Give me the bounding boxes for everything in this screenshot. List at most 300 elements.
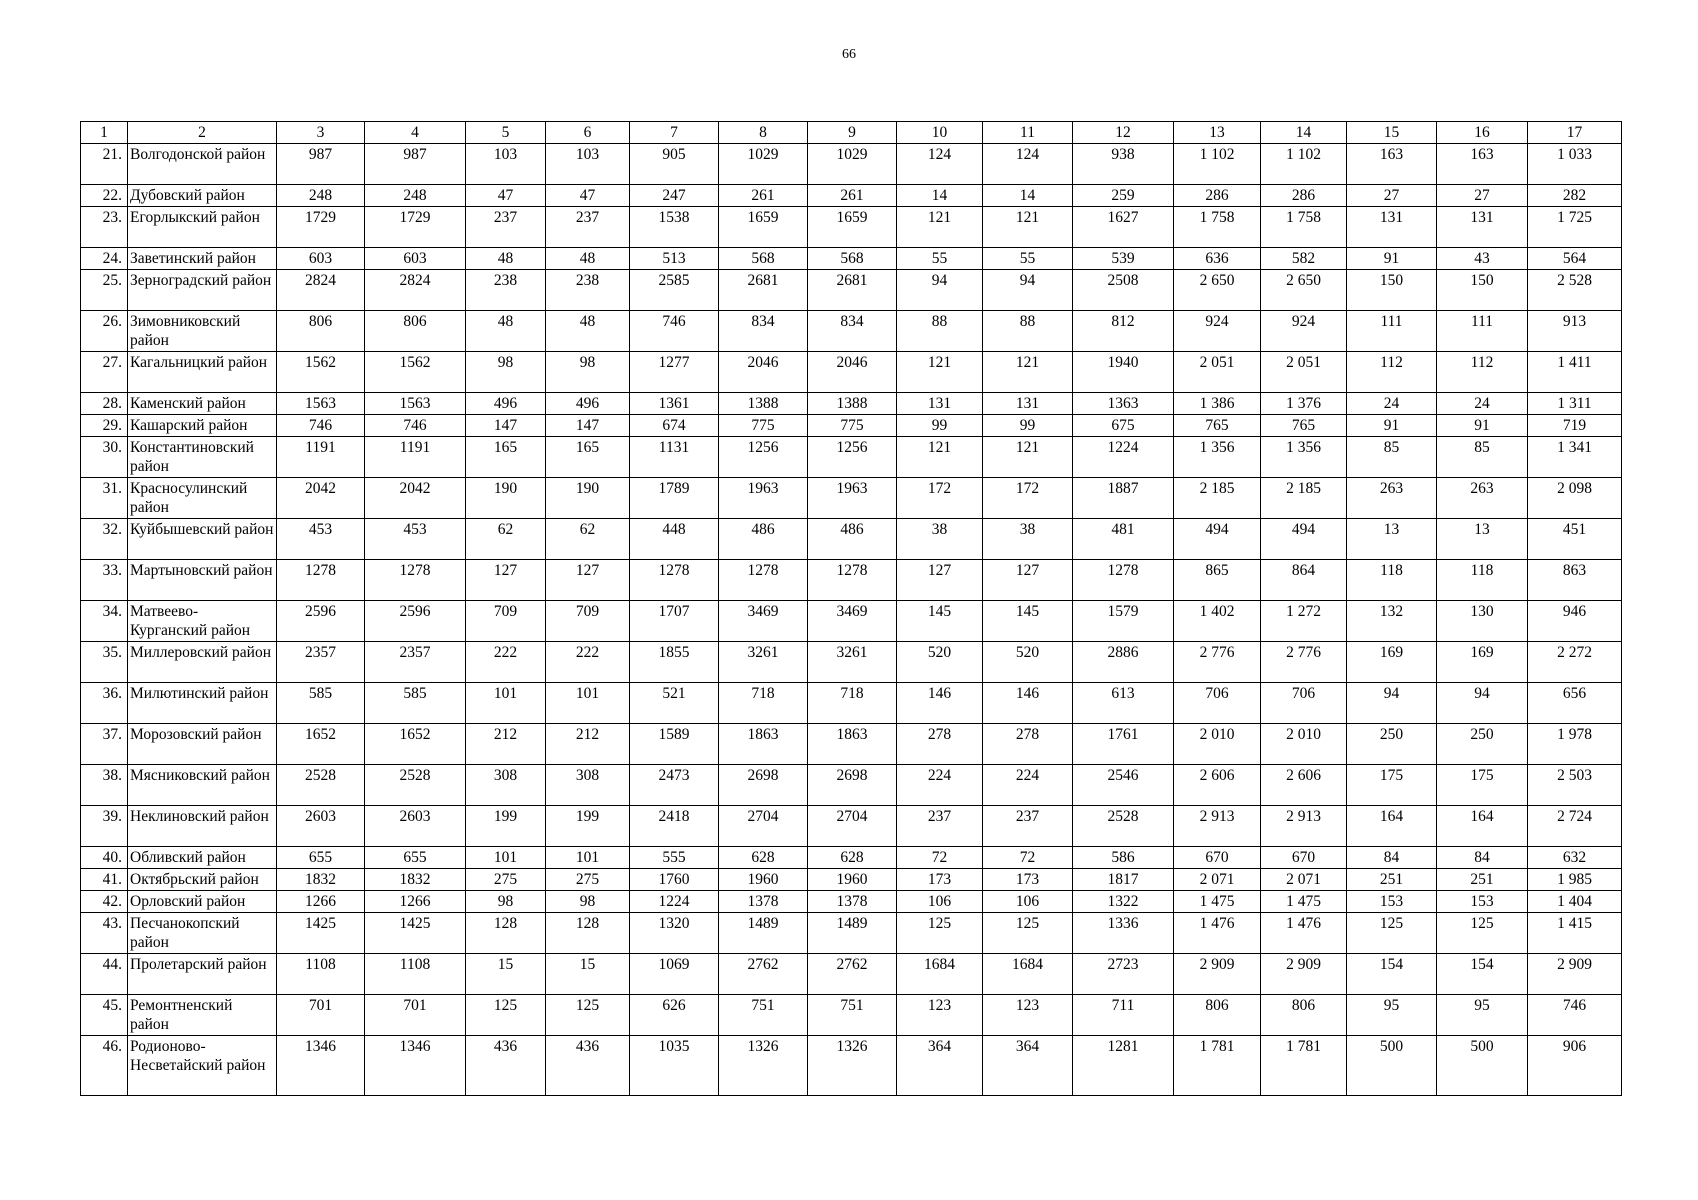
value-cell: 520 xyxy=(983,642,1073,683)
value-cell: 121 xyxy=(983,437,1073,478)
value-cell: 212 xyxy=(466,724,546,765)
value-cell: 2 051 xyxy=(1174,352,1261,393)
table-row xyxy=(81,415,1622,437)
value-cell: 582 xyxy=(1261,248,1347,270)
table-row xyxy=(81,995,1622,1036)
value-cell: 111 xyxy=(1437,311,1528,352)
table-row xyxy=(81,847,1622,869)
value-cell: 248 xyxy=(277,185,365,207)
value-cell: 2704 xyxy=(719,806,808,847)
value-cell: 938 xyxy=(1073,144,1174,185)
value-cell: 2762 xyxy=(719,954,808,995)
row-number: 40. xyxy=(81,847,128,869)
value-cell: 98 xyxy=(546,352,630,393)
value-cell: 1224 xyxy=(1073,437,1174,478)
value-cell: 2508 xyxy=(1073,270,1174,311)
value-cell: 494 xyxy=(1261,519,1347,560)
value-cell: 2357 xyxy=(277,642,365,683)
value-cell: 1 272 xyxy=(1261,601,1347,642)
value-cell: 91 xyxy=(1347,415,1437,437)
value-cell: 118 xyxy=(1437,560,1528,601)
value-cell: 2046 xyxy=(808,352,897,393)
value-cell: 145 xyxy=(983,601,1073,642)
value-cell: 2603 xyxy=(277,806,365,847)
value-cell: 494 xyxy=(1174,519,1261,560)
value-cell: 2698 xyxy=(808,765,897,806)
value-cell: 2596 xyxy=(365,601,466,642)
value-cell: 603 xyxy=(365,248,466,270)
value-cell: 88 xyxy=(983,311,1073,352)
table-row xyxy=(81,913,1622,954)
table-row xyxy=(81,478,1622,519)
value-cell: 103 xyxy=(466,144,546,185)
value-cell: 237 xyxy=(983,806,1073,847)
value-cell: 1326 xyxy=(719,1036,808,1096)
row-number: 39. xyxy=(81,806,128,847)
value-cell: 539 xyxy=(1073,248,1174,270)
value-cell: 248 xyxy=(365,185,466,207)
value-cell: 112 xyxy=(1347,352,1437,393)
value-cell: 806 xyxy=(277,311,365,352)
value-cell: 674 xyxy=(630,415,719,437)
value-cell: 520 xyxy=(897,642,983,683)
district-name: Матвеево-Курганский район xyxy=(128,601,277,642)
value-cell: 946 xyxy=(1528,601,1622,642)
value-cell: 286 xyxy=(1261,185,1347,207)
value-cell: 2 503 xyxy=(1528,765,1622,806)
value-cell: 987 xyxy=(277,144,365,185)
row-number: 36. xyxy=(81,683,128,724)
value-cell: 628 xyxy=(808,847,897,869)
value-cell: 27 xyxy=(1437,185,1528,207)
value-cell: 1 356 xyxy=(1261,437,1347,478)
value-cell: 237 xyxy=(466,207,546,248)
value-cell: 834 xyxy=(808,311,897,352)
value-cell: 190 xyxy=(546,478,630,519)
value-cell: 169 xyxy=(1347,642,1437,683)
value-cell: 746 xyxy=(1528,995,1622,1036)
value-cell: 746 xyxy=(365,415,466,437)
value-cell: 1035 xyxy=(630,1036,719,1096)
value-cell: 47 xyxy=(546,185,630,207)
value-cell: 1 476 xyxy=(1261,913,1347,954)
row-number: 23. xyxy=(81,207,128,248)
value-cell: 3261 xyxy=(808,642,897,683)
value-cell: 154 xyxy=(1347,954,1437,995)
value-cell: 238 xyxy=(466,270,546,311)
column-number-header: 7 xyxy=(630,122,719,144)
value-cell: 448 xyxy=(630,519,719,560)
value-cell: 585 xyxy=(365,683,466,724)
row-number: 45. xyxy=(81,995,128,1036)
value-cell: 1378 xyxy=(808,891,897,913)
value-cell: 2 071 xyxy=(1261,869,1347,891)
value-cell: 628 xyxy=(719,847,808,869)
value-cell: 199 xyxy=(466,806,546,847)
value-cell: 436 xyxy=(546,1036,630,1096)
value-cell: 72 xyxy=(983,847,1073,869)
value-cell: 1363 xyxy=(1073,393,1174,415)
district-name: Егорлыкский район xyxy=(128,207,277,248)
value-cell: 3261 xyxy=(719,642,808,683)
value-cell: 125 xyxy=(466,995,546,1036)
value-cell: 15 xyxy=(546,954,630,995)
value-cell: 2698 xyxy=(719,765,808,806)
table-row xyxy=(81,437,1622,478)
district-name: Родионово-Несветайский район xyxy=(128,1036,277,1096)
value-cell: 586 xyxy=(1073,847,1174,869)
value-cell: 48 xyxy=(546,311,630,352)
value-cell: 555 xyxy=(630,847,719,869)
value-cell: 2886 xyxy=(1073,642,1174,683)
value-cell: 706 xyxy=(1261,683,1347,724)
value-cell: 1 476 xyxy=(1174,913,1261,954)
table-row xyxy=(81,352,1622,393)
value-cell: 55 xyxy=(983,248,1073,270)
value-cell: 1425 xyxy=(277,913,365,954)
value-cell: 765 xyxy=(1261,415,1347,437)
table-row xyxy=(81,869,1622,891)
value-cell: 1729 xyxy=(365,207,466,248)
value-cell: 1 758 xyxy=(1261,207,1347,248)
value-cell: 27 xyxy=(1347,185,1437,207)
value-cell: 95 xyxy=(1347,995,1437,1036)
table-row xyxy=(81,765,1622,806)
value-cell: 865 xyxy=(1174,560,1261,601)
value-cell: 1652 xyxy=(277,724,365,765)
value-cell: 175 xyxy=(1347,765,1437,806)
value-cell: 2 010 xyxy=(1261,724,1347,765)
value-cell: 613 xyxy=(1073,683,1174,724)
district-name: Обливский район xyxy=(128,847,277,869)
value-cell: 436 xyxy=(466,1036,546,1096)
value-cell: 127 xyxy=(983,560,1073,601)
value-cell: 1425 xyxy=(365,913,466,954)
value-cell: 1 376 xyxy=(1261,393,1347,415)
table-row xyxy=(81,207,1622,248)
value-cell: 2 909 xyxy=(1261,954,1347,995)
table-row xyxy=(81,185,1622,207)
value-cell: 43 xyxy=(1437,248,1528,270)
value-cell: 1131 xyxy=(630,437,719,478)
value-cell: 1562 xyxy=(277,352,365,393)
value-cell: 250 xyxy=(1347,724,1437,765)
district-name: Пролетарский район xyxy=(128,954,277,995)
row-number: 38. xyxy=(81,765,128,806)
column-number-header: 4 xyxy=(365,122,466,144)
value-cell: 47 xyxy=(466,185,546,207)
value-cell: 150 xyxy=(1347,270,1437,311)
value-cell: 1832 xyxy=(365,869,466,891)
value-cell: 864 xyxy=(1261,560,1347,601)
value-cell: 2 185 xyxy=(1174,478,1261,519)
value-cell: 1029 xyxy=(719,144,808,185)
value-cell: 746 xyxy=(277,415,365,437)
row-number: 25. xyxy=(81,270,128,311)
value-cell: 1684 xyxy=(897,954,983,995)
value-cell: 121 xyxy=(897,352,983,393)
value-cell: 123 xyxy=(983,995,1073,1036)
value-cell: 364 xyxy=(897,1036,983,1096)
value-cell: 132 xyxy=(1347,601,1437,642)
value-cell: 1963 xyxy=(808,478,897,519)
table-row xyxy=(81,954,1622,995)
column-number-header: 2 xyxy=(128,122,277,144)
row-number: 21. xyxy=(81,144,128,185)
value-cell: 905 xyxy=(630,144,719,185)
value-cell: 2 010 xyxy=(1174,724,1261,765)
row-number: 24. xyxy=(81,248,128,270)
value-cell: 3469 xyxy=(808,601,897,642)
row-number: 33. xyxy=(81,560,128,601)
value-cell: 453 xyxy=(365,519,466,560)
value-cell: 169 xyxy=(1437,642,1528,683)
district-name: Милютинский район xyxy=(128,683,277,724)
value-cell: 106 xyxy=(897,891,983,913)
value-cell: 125 xyxy=(546,995,630,1036)
value-cell: 1563 xyxy=(277,393,365,415)
value-cell: 165 xyxy=(546,437,630,478)
value-cell: 55 xyxy=(897,248,983,270)
value-cell: 124 xyxy=(983,144,1073,185)
value-cell: 103 xyxy=(546,144,630,185)
value-cell: 88 xyxy=(897,311,983,352)
value-cell: 101 xyxy=(466,683,546,724)
value-cell: 2357 xyxy=(365,642,466,683)
value-cell: 1 341 xyxy=(1528,437,1622,478)
value-cell: 99 xyxy=(897,415,983,437)
value-cell: 1627 xyxy=(1073,207,1174,248)
row-number: 34. xyxy=(81,601,128,642)
table-row xyxy=(81,393,1622,415)
value-cell: 1 102 xyxy=(1261,144,1347,185)
value-cell: 2 098 xyxy=(1528,478,1622,519)
table-row xyxy=(81,144,1622,185)
value-cell: 2418 xyxy=(630,806,719,847)
value-cell: 150 xyxy=(1437,270,1528,311)
value-cell: 806 xyxy=(1261,995,1347,1036)
value-cell: 1388 xyxy=(808,393,897,415)
value-cell: 2 913 xyxy=(1261,806,1347,847)
value-cell: 1 386 xyxy=(1174,393,1261,415)
value-cell: 127 xyxy=(546,560,630,601)
value-cell: 278 xyxy=(897,724,983,765)
value-cell: 1278 xyxy=(808,560,897,601)
value-cell: 165 xyxy=(466,437,546,478)
value-cell: 173 xyxy=(983,869,1073,891)
value-cell: 1388 xyxy=(719,393,808,415)
value-cell: 131 xyxy=(897,393,983,415)
value-cell: 128 xyxy=(466,913,546,954)
value-cell: 261 xyxy=(808,185,897,207)
value-cell: 655 xyxy=(365,847,466,869)
value-cell: 656 xyxy=(1528,683,1622,724)
value-cell: 2528 xyxy=(1073,806,1174,847)
table-row xyxy=(81,270,1622,311)
value-cell: 111 xyxy=(1347,311,1437,352)
value-cell: 1 415 xyxy=(1528,913,1622,954)
value-cell: 91 xyxy=(1437,415,1528,437)
value-cell: 1278 xyxy=(1073,560,1174,601)
value-cell: 1563 xyxy=(365,393,466,415)
value-cell: 2 909 xyxy=(1174,954,1261,995)
column-number-header: 5 xyxy=(466,122,546,144)
value-cell: 1707 xyxy=(630,601,719,642)
value-cell: 173 xyxy=(897,869,983,891)
value-cell: 101 xyxy=(546,847,630,869)
value-cell: 282 xyxy=(1528,185,1622,207)
value-cell: 212 xyxy=(546,724,630,765)
column-number-header: 13 xyxy=(1174,122,1261,144)
value-cell: 131 xyxy=(1437,207,1528,248)
value-cell: 131 xyxy=(1347,207,1437,248)
row-number: 43. xyxy=(81,913,128,954)
row-number: 37. xyxy=(81,724,128,765)
row-number: 26. xyxy=(81,311,128,352)
district-name: Октябрьский район xyxy=(128,869,277,891)
value-cell: 224 xyxy=(983,765,1073,806)
value-cell: 2042 xyxy=(277,478,365,519)
value-cell: 85 xyxy=(1437,437,1528,478)
value-cell: 481 xyxy=(1073,519,1174,560)
value-cell: 1256 xyxy=(808,437,897,478)
value-cell: 670 xyxy=(1174,847,1261,869)
value-cell: 1659 xyxy=(719,207,808,248)
value-cell: 2681 xyxy=(719,270,808,311)
value-cell: 1378 xyxy=(719,891,808,913)
value-cell: 94 xyxy=(1437,683,1528,724)
district-name: Неклиновский район xyxy=(128,806,277,847)
table-row xyxy=(81,891,1622,913)
value-cell: 924 xyxy=(1174,311,1261,352)
value-cell: 496 xyxy=(466,393,546,415)
district-name: Кагальницкий район xyxy=(128,352,277,393)
value-cell: 513 xyxy=(630,248,719,270)
value-cell: 164 xyxy=(1437,806,1528,847)
value-cell: 812 xyxy=(1073,311,1174,352)
value-cell: 125 xyxy=(1347,913,1437,954)
value-cell: 308 xyxy=(466,765,546,806)
value-cell: 146 xyxy=(983,683,1073,724)
column-number-header: 10 xyxy=(897,122,983,144)
value-cell: 2762 xyxy=(808,954,897,995)
value-cell: 2 051 xyxy=(1261,352,1347,393)
value-cell: 1266 xyxy=(277,891,365,913)
table-header-row xyxy=(81,122,1622,144)
table-row xyxy=(81,311,1622,352)
value-cell: 1 758 xyxy=(1174,207,1261,248)
value-cell: 147 xyxy=(546,415,630,437)
value-cell: 1960 xyxy=(808,869,897,891)
table-row xyxy=(81,683,1622,724)
value-cell: 1863 xyxy=(808,724,897,765)
value-cell: 564 xyxy=(1528,248,1622,270)
value-cell: 1579 xyxy=(1073,601,1174,642)
value-cell: 711 xyxy=(1073,995,1174,1036)
table-row xyxy=(81,601,1622,642)
value-cell: 237 xyxy=(897,806,983,847)
value-cell: 1320 xyxy=(630,913,719,954)
value-cell: 1760 xyxy=(630,869,719,891)
value-cell: 308 xyxy=(546,765,630,806)
value-cell: 1 356 xyxy=(1174,437,1261,478)
value-cell: 72 xyxy=(897,847,983,869)
value-cell: 746 xyxy=(630,311,719,352)
value-cell: 1863 xyxy=(719,724,808,765)
district-name: Каменский район xyxy=(128,393,277,415)
row-number: 29. xyxy=(81,415,128,437)
value-cell: 486 xyxy=(808,519,897,560)
value-cell: 1729 xyxy=(277,207,365,248)
value-cell: 145 xyxy=(897,601,983,642)
value-cell: 486 xyxy=(719,519,808,560)
column-number-header: 1 xyxy=(81,122,128,144)
value-cell: 924 xyxy=(1261,311,1347,352)
district-name: Песчанокопский район xyxy=(128,913,277,954)
value-cell: 670 xyxy=(1261,847,1347,869)
value-cell: 125 xyxy=(983,913,1073,954)
district-name: Ремонтненский район xyxy=(128,995,277,1036)
row-number: 30. xyxy=(81,437,128,478)
table-row xyxy=(81,642,1622,683)
value-cell: 2824 xyxy=(277,270,365,311)
column-number-header: 15 xyxy=(1347,122,1437,144)
row-number: 32. xyxy=(81,519,128,560)
value-cell: 278 xyxy=(983,724,1073,765)
value-cell: 95 xyxy=(1437,995,1528,1036)
value-cell: 1326 xyxy=(808,1036,897,1096)
value-cell: 125 xyxy=(1437,913,1528,954)
value-cell: 1855 xyxy=(630,642,719,683)
value-cell: 112 xyxy=(1437,352,1528,393)
value-cell: 48 xyxy=(546,248,630,270)
district-name: Мартыновский район xyxy=(128,560,277,601)
district-name: Красносулинский район xyxy=(128,478,277,519)
value-cell: 2596 xyxy=(277,601,365,642)
district-name: Константиновский район xyxy=(128,437,277,478)
value-cell: 1 402 xyxy=(1174,601,1261,642)
row-number: 42. xyxy=(81,891,128,913)
value-cell: 121 xyxy=(983,207,1073,248)
value-cell: 14 xyxy=(897,185,983,207)
value-cell: 1 411 xyxy=(1528,352,1622,393)
value-cell: 1761 xyxy=(1073,724,1174,765)
value-cell: 38 xyxy=(897,519,983,560)
value-cell: 675 xyxy=(1073,415,1174,437)
value-cell: 2 724 xyxy=(1528,806,1622,847)
table-row xyxy=(81,248,1622,270)
value-cell: 1589 xyxy=(630,724,719,765)
value-cell: 2603 xyxy=(365,806,466,847)
value-cell: 130 xyxy=(1437,601,1528,642)
value-cell: 153 xyxy=(1437,891,1528,913)
value-cell: 13 xyxy=(1437,519,1528,560)
row-number: 41. xyxy=(81,869,128,891)
value-cell: 98 xyxy=(466,352,546,393)
value-cell: 127 xyxy=(466,560,546,601)
district-name: Зерноградский район xyxy=(128,270,277,311)
value-cell: 521 xyxy=(630,683,719,724)
value-cell: 2046 xyxy=(719,352,808,393)
value-cell: 500 xyxy=(1347,1036,1437,1096)
value-cell: 1832 xyxy=(277,869,365,891)
value-cell: 906 xyxy=(1528,1036,1622,1096)
value-cell: 913 xyxy=(1528,311,1622,352)
value-cell: 1278 xyxy=(365,560,466,601)
value-cell: 1960 xyxy=(719,869,808,891)
table-row xyxy=(81,1036,1622,1096)
row-number: 31. xyxy=(81,478,128,519)
